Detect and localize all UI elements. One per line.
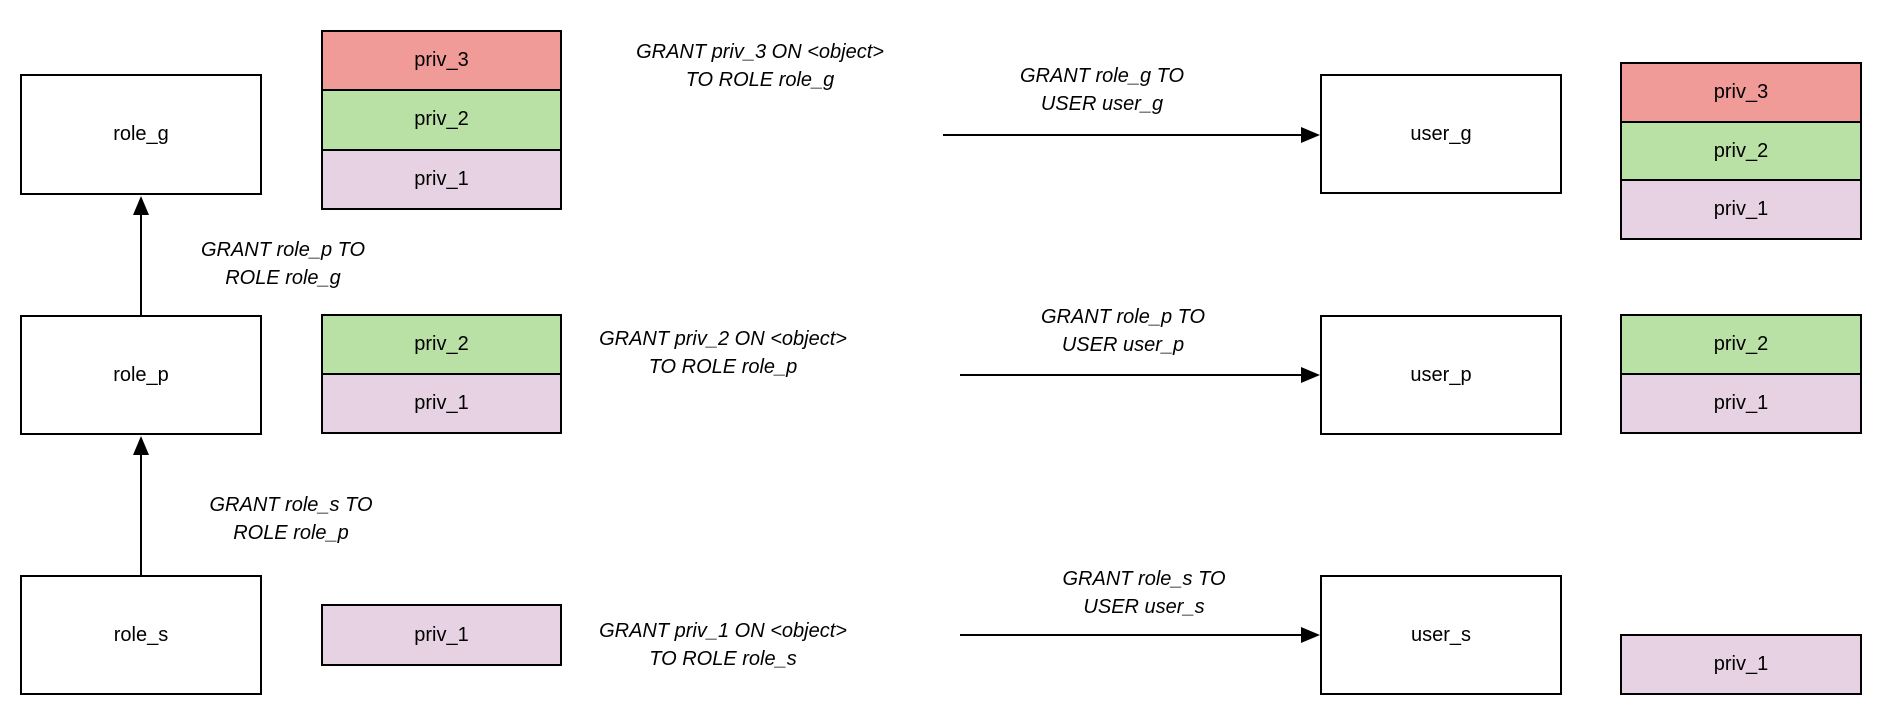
arrow-head-right-icon [1301,627,1320,643]
priv-cell-priv-3: priv_3 [323,32,560,89]
user-grant-label-user-g [932,62,1272,118]
object-grant-line1: GRANT priv_2 ON <object> [599,328,847,350]
hierarchy-grant-label-p-to-g [113,236,453,292]
hierarchy-grant-line1: GRANT role_s TO [209,494,373,516]
object-grant-label-role-p [553,325,893,381]
role-g-box: role_g [20,74,262,195]
priv-cell-priv-2: priv_2 [323,316,560,373]
role-s-box: role_s [20,575,262,695]
user-s-priv-stack [1620,634,1862,695]
arrow-head-right-icon [1301,367,1320,383]
user-grant-label-user-p [953,303,1293,359]
grant-arrow-line-user-g [943,134,1303,136]
priv-cell-priv-2: priv_2 [323,89,560,148]
user-grant-label-user-s [974,565,1314,621]
role-s-priv-stack [321,604,562,666]
grant-arrow-line-user-s [960,634,1303,636]
priv-cell-priv-2: priv_2 [1622,316,1860,373]
user-grant-line2: USER user_s [1083,596,1205,618]
arrow-head-right-icon [1301,127,1320,143]
object-grant-line2: TO ROLE role_s [649,648,797,670]
hierarchy-grant-label-s-to-p [121,491,461,547]
user-g-box: user_g [1320,74,1562,194]
priv-cell-priv-1: priv_1 [323,149,560,208]
priv-cell-priv-2: priv_2 [1622,121,1860,180]
user-grant-line1: GRANT role_g TO [1019,65,1185,87]
user-grant-line1: GRANT role_s TO [1062,568,1226,590]
user-g-priv-stack [1620,62,1862,240]
role-g-priv-stack [321,30,562,210]
object-grant-line2: TO ROLE role_p [648,356,798,378]
grant-arrow-line-user-p [960,374,1303,376]
priv-cell-priv-3: priv_3 [1622,64,1860,121]
object-grant-line1: GRANT priv_1 ON <object> [599,620,847,642]
priv-cell-priv-1: priv_1 [1622,636,1860,693]
priv-cell-priv-1: priv_1 [1622,373,1860,432]
user-p-priv-stack [1620,314,1862,434]
role-p-box: role_p [20,315,262,435]
object-grant-line2: TO ROLE role_g [685,69,835,91]
hierarchy-grant-line2: ROLE role_g [225,267,341,289]
priv-cell-priv-1: priv_1 [323,373,560,432]
hierarchy-grant-line2: ROLE role_p [233,522,349,544]
object-grant-line1: GRANT priv_3 ON <object> [636,41,884,63]
priv-cell-priv-1: priv_1 [323,606,560,664]
object-grant-label-role-g [590,38,930,94]
user-grant-line1: GRANT role_p TO [1040,306,1206,328]
user-grant-line2: USER user_g [1040,93,1164,115]
hierarchy-grant-line1: GRANT role_p TO [200,239,366,261]
user-p-box: user_p [1320,315,1562,435]
user-s-box: user_s [1320,575,1562,695]
priv-cell-priv-1: priv_1 [1622,179,1860,238]
user-grant-line2: USER user_p [1061,334,1185,356]
object-grant-label-role-s [553,617,893,673]
role-p-priv-stack [321,314,562,434]
